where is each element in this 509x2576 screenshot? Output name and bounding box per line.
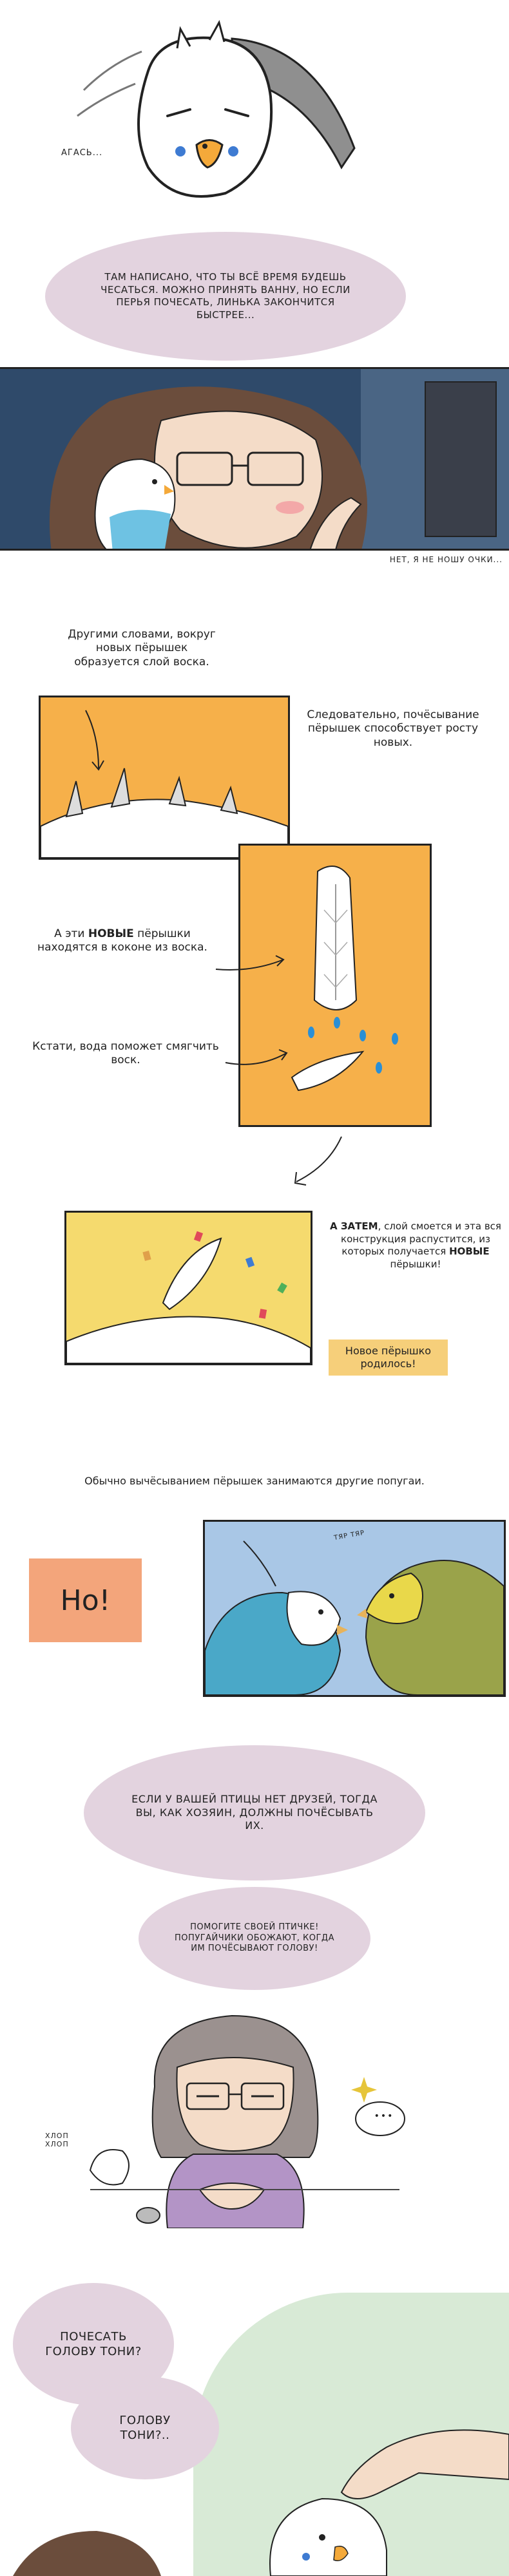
speech-bubble-1 [45,232,406,361]
feather-bloom-illustration [66,1213,311,1363]
arrow-to-water [222,1043,293,1075]
note-new-feathers-cocoon [26,927,219,955]
note-then-wax-washes [325,1220,506,1271]
note-5-mid: , слой смоется и эта вся конструкция распустится, из которых получается [341,1220,501,1257]
sfx-clap: ХЛОП ХЛОП [45,2132,69,2148]
speech-bubble-1-text: ТАМ НАПИСАНО, ЧТО ТЫ ВСЁ ВРЕМЯ БУДЕШЬ ЧЕСАТЬСЯ. МОЖНО ПРИНЯТЬ ВАННУ, НО ЕСЛИ ПЕРЬЯ ПОЧЕСАТЬ, ЛИНЬКА ЗАКОНЧИТСЯ БЫСТРЕЕ... [101,271,351,321]
speech-bubble-2-text: ЕСЛИ У ВАШЕЙ ПТИЦЫ НЕТ ДРУЗЕЙ, ТОГДА ВЫ, КАК ХОЗЯИН, ДОЛЖНЫ ПОЧЁСЫВАТЬ ИХ. [131,1792,378,1832]
panel-yellow [64,1211,312,1365]
note-wax-layer: Другими словами, вокруг новых пёрышек образуется слой воска. [68,628,216,668]
speech-bubble-2 [84,1745,425,1880]
new-feather-badge: Новое пёрышко родилось! [329,1340,448,1376]
scene-1 [0,0,509,213]
parrot-head-illustration [71,19,367,213]
panel-orange-1 [39,696,290,860]
note-5-keyword: А ЗАТЕМ [330,1220,378,1232]
panel-two-parrots [203,1520,506,1697]
speech-bubble-5-text: ГОЛОВУ ТОНИ?.. [119,2413,171,2442]
speech-bubble-3-text: ПОМОГИТЕ СВОЕЙ ПТИЧКЕ! ПОПУГАЙЧИКИ ОБОЖАЮТ, КОГДА ИМ ПОЧЁСЫВАЮТ ГОЛОВУ! [175,1922,334,1954]
note-5-post: пёрышки! [390,1258,441,1270]
caption-other-parrots: Обычно вычёсыванием пёрышек занимаются другие попугаи. [84,1475,425,1487]
note-5-keyword-2: НОВЫЕ [449,1245,490,1257]
sfx-tyr: ТЯР ТЯР [333,1529,366,1542]
note-3-pre: А эти [54,927,88,940]
note-3-post: пёрышки находятся в коконе из воска. [37,927,207,954]
note-scratching-helps: Следовательно, почёсывание пёрышек способствует росту новых. [307,708,479,749]
two-parrots-illustration [205,1522,504,1695]
parrot-sound-text: АГАСЬ... [61,148,103,158]
panel-orange-2 [238,844,432,1127]
caption-no-glasses: НЕТ, Я НЕ НОШУ ОЧКИ... [389,555,503,564]
but-badge [29,1558,142,1642]
panel-woman-glasses [0,367,509,551]
note-3-keyword: НОВЫЕ [88,927,134,940]
speech-bubble-3 [139,1887,370,1990]
woman-parrot-illustration [0,369,509,551]
hand-and-parrot-illustration [193,2396,509,2576]
speech-bubble-4-text: ПОЧЕСАТЬ ГОЛОВУ ТОНИ? [45,2329,142,2358]
arrow-to-cocoon [213,947,290,985]
feather-pins-illustration [41,697,288,858]
feather-cocoon-illustration [240,846,430,1125]
but-label: Но! [60,1584,111,1617]
arrow-down-left [283,1133,348,1191]
note-water-softens: Кстати, вода поможет смягчить воск. [32,1040,219,1067]
person-head-bottom [0,2524,168,2576]
thought-dots: ••• [374,2111,394,2121]
